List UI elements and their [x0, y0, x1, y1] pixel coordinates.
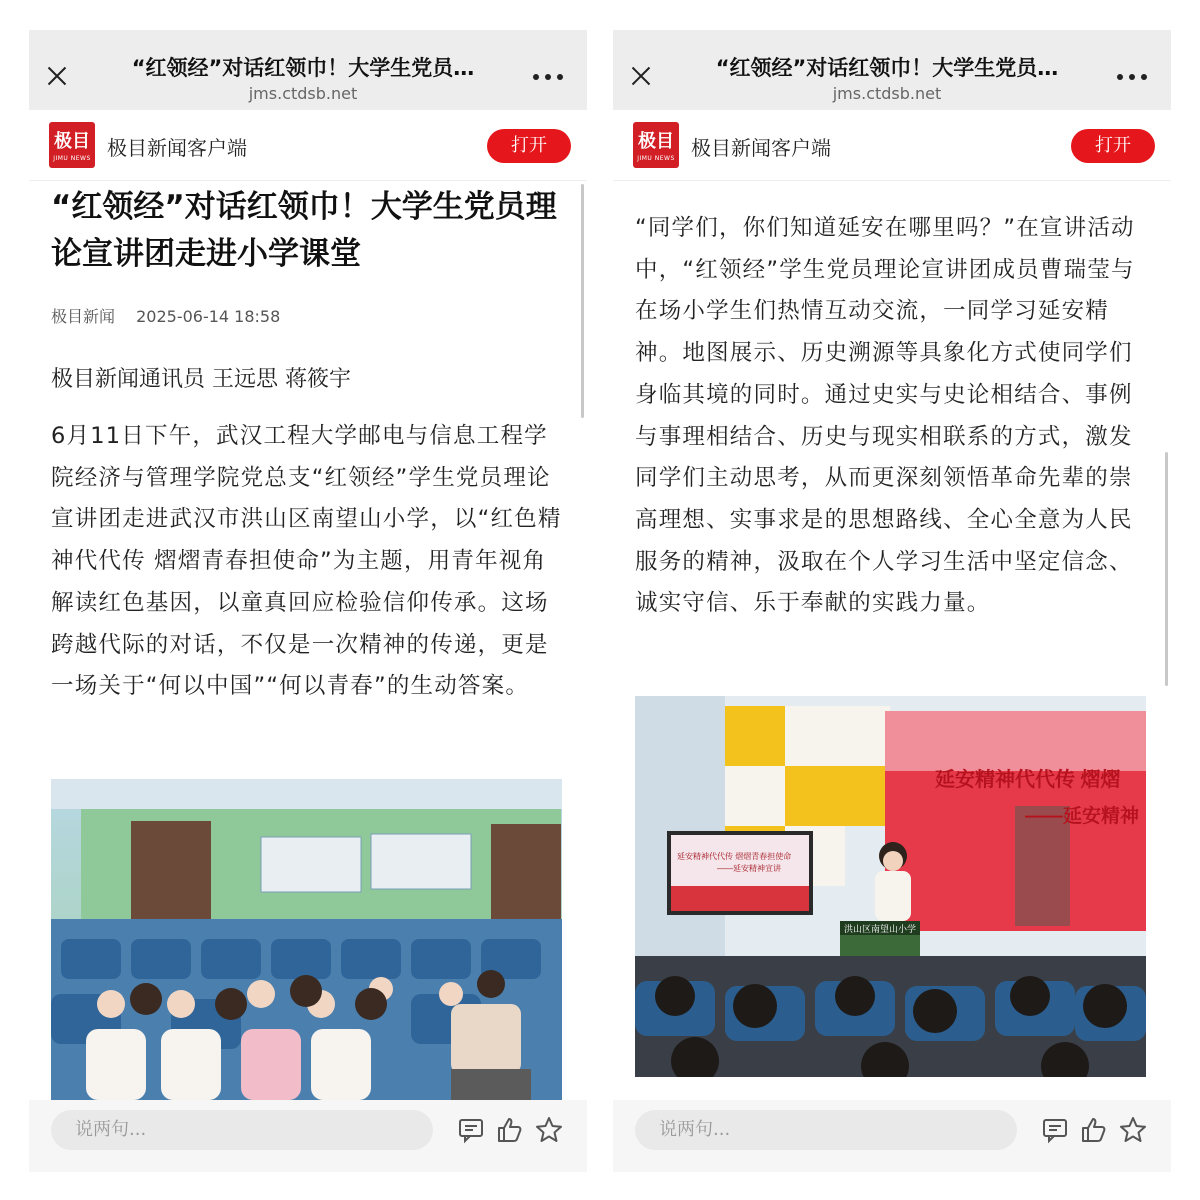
app-name: 极目新闻客户端 — [107, 136, 247, 160]
article-content[interactable] — [613, 182, 1171, 1100]
tv-text-2: ——延安精神宣讲 — [717, 864, 781, 873]
browser-top-bar — [29, 30, 587, 110]
app-banner — [613, 110, 1171, 181]
more-icon[interactable] — [1117, 74, 1147, 80]
screen-text-2: ——延安精神 — [1025, 806, 1140, 827]
scrollbar[interactable] — [1165, 452, 1168, 686]
star-icon[interactable] — [535, 1116, 563, 1144]
article-photo-speaker — [635, 696, 1146, 1077]
open-app-button[interactable]: 打开 — [1071, 129, 1155, 163]
browser-top-bar — [613, 30, 1171, 110]
page-title: “红领经”对话红领巾！大学生党员… — [715, 56, 1059, 80]
app-logo: 极目 JIMU NEWS — [633, 122, 679, 168]
article-headline: “红领经”对话红领巾！大学生党员理论宣讲团走进小学课堂 — [51, 189, 557, 272]
close-icon[interactable] — [47, 66, 67, 86]
bottom-bar — [29, 1100, 587, 1172]
podium-text: 洪山区南望山小学 — [844, 924, 917, 934]
app-logo: 极目 JIMU NEWS — [49, 122, 95, 168]
screen-text-1: 延安精神代代传 熠熠 — [935, 769, 1121, 791]
scrollbar[interactable] — [581, 184, 584, 418]
article-meta — [51, 304, 296, 327]
more-icon[interactable] — [533, 74, 563, 80]
article-photo-audience — [51, 779, 562, 1100]
comment-icon[interactable] — [1041, 1116, 1069, 1144]
page-title: “红领经”对话红领巾！大学生党员… — [131, 56, 475, 80]
article-content[interactable] — [29, 182, 587, 1100]
like-icon[interactable] — [1079, 1116, 1107, 1144]
app-banner — [29, 110, 587, 181]
left-phone-screen — [29, 30, 587, 1172]
close-icon[interactable] — [631, 66, 651, 86]
app-name: 极目新闻客户端 — [691, 136, 831, 160]
comment-input[interactable]: 说两句... — [635, 1110, 1017, 1150]
article-paragraph: “同学们，你们知道延安在哪里吗？”在宣讲活动中，“红领经”学生党员理论宣讲团成员曹瑞莹与在场小学生们热情互动交流，一同学习延安精神。地图展示、历史溯源等具象化方式使同学们身临其境的同时。通过史实与史论相结合、事例与事理相结合、历史与现实相联系的方式，激发同学们主动思考，从而更深刻领悟革命先辈的崇高理想、实事求是的思想路线、全心全意为人民服务的精神，汲取在个人学习生活中坚定信念、诚实守信、乐于奉献的实践力量。 — [635, 215, 1135, 617]
article-paragraph: 6月11日下午，武汉工程大学邮电与信息工程学院经济与管理学院党总支“红领经”学生党员理论宣讲团走进武汉市洪山区南望山小学，以“红色精神代代传 熠熠青春担使命”为主题，用青年视角解读红色基因，以童真回应检验信仰传承。这场跨越代际的对话，不仅是一次精神的传递，更是一场关于“何以中国”“何以青春”的生动答案。 — [51, 423, 562, 700]
article-byline: 极目新闻通讯员 王远思 蒋筱宇 — [51, 367, 351, 392]
bottom-bar — [613, 1100, 1171, 1172]
like-icon[interactable] — [495, 1116, 523, 1144]
star-icon[interactable] — [1119, 1116, 1147, 1144]
right-phone-screen — [613, 30, 1171, 1172]
page-url: jms.ctdsb.net — [248, 84, 358, 103]
article-date: 2025-06-14 18:58 — [136, 307, 281, 326]
page-url: jms.ctdsb.net — [832, 84, 942, 103]
open-app-button[interactable]: 打开 — [487, 129, 571, 163]
comment-input[interactable]: 说两句... — [51, 1110, 433, 1150]
article-source: 极目新闻 — [51, 307, 116, 326]
tv-text-1: 延安精神代代传 熠熠青春担使命 — [677, 852, 792, 861]
comment-icon[interactable] — [457, 1116, 485, 1144]
